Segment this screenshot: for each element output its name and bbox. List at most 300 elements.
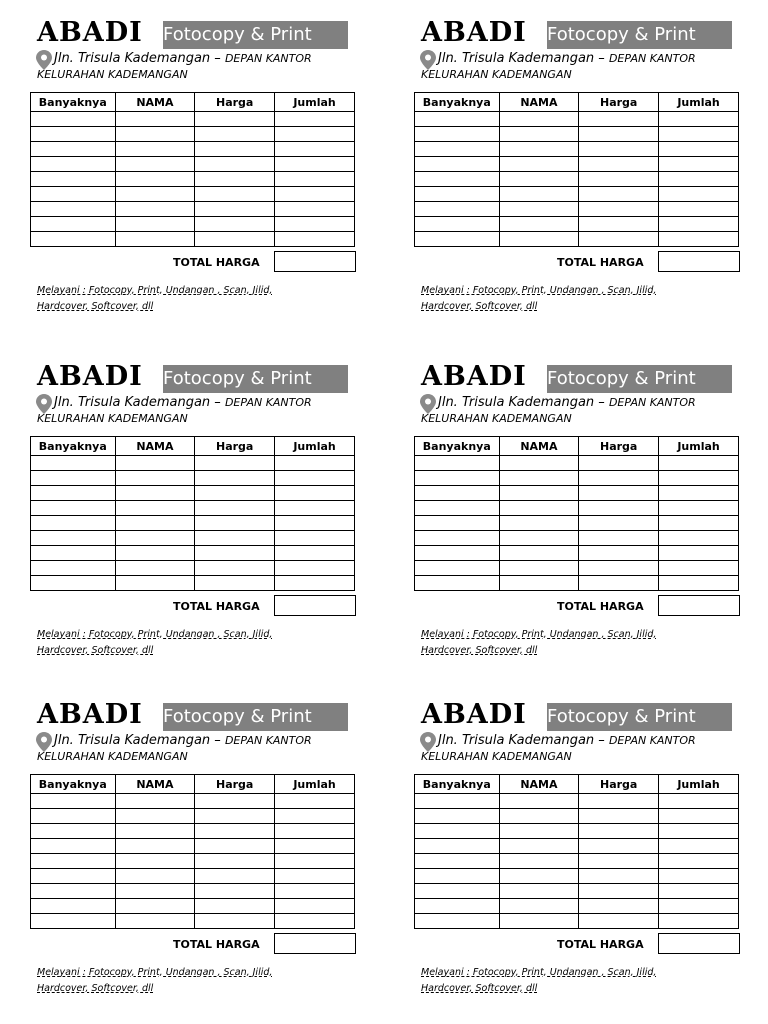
- table-cell[interactable]: [195, 486, 275, 501]
- table-cell[interactable]: [499, 561, 579, 576]
- table-cell[interactable]: [195, 839, 275, 854]
- services-line-1: Melayani : Fotocopy, Print, Undangan , Scan, Jilid,: [37, 967, 273, 978]
- table-row: [415, 501, 739, 516]
- table-row: [31, 794, 355, 809]
- header: [30, 362, 360, 392]
- table-cell[interactable]: [579, 884, 659, 899]
- table-cell[interactable]: [115, 576, 195, 591]
- table-cell[interactable]: [275, 809, 355, 824]
- table-cell[interactable]: [659, 232, 739, 247]
- table-cell[interactable]: [579, 172, 659, 187]
- table-cell[interactable]: [195, 794, 275, 809]
- services-line-2: Hardcover, Softcover, dll: [37, 301, 154, 312]
- table-cell[interactable]: [659, 142, 739, 157]
- table-cell[interactable]: [579, 809, 659, 824]
- table-row: [415, 217, 739, 232]
- table-cell[interactable]: [499, 232, 579, 247]
- total-amount-field[interactable]: [274, 595, 356, 616]
- table-cell[interactable]: [31, 232, 116, 247]
- table-cell[interactable]: [499, 531, 579, 546]
- brand-tagline: Fotocopy & Print: [163, 365, 348, 393]
- table-row: [415, 127, 739, 142]
- receipt-card: [30, 362, 360, 662]
- table-cell[interactable]: [415, 142, 500, 157]
- table-cell[interactable]: [275, 202, 355, 217]
- table-cell[interactable]: [275, 546, 355, 561]
- table-cell[interactable]: [275, 172, 355, 187]
- table-cell[interactable]: [115, 232, 195, 247]
- table-cell[interactable]: [415, 809, 500, 824]
- table-cell[interactable]: [499, 202, 579, 217]
- table-cell[interactable]: [499, 869, 579, 884]
- table-cell[interactable]: [499, 576, 579, 591]
- table-cell[interactable]: [415, 486, 500, 501]
- table-row: [415, 157, 739, 172]
- table-cell[interactable]: [415, 884, 500, 899]
- table-cell[interactable]: [415, 839, 500, 854]
- table-cell[interactable]: [275, 884, 355, 899]
- table-cell[interactable]: [275, 869, 355, 884]
- table-cell[interactable]: [579, 112, 659, 127]
- address-line-1: [438, 51, 696, 66]
- table-cell[interactable]: [415, 899, 500, 914]
- table-cell[interactable]: [659, 854, 739, 869]
- table-cell[interactable]: [415, 112, 500, 127]
- table-cell[interactable]: [659, 809, 739, 824]
- address-line-2: KELURAHAN KADEMANGAN: [37, 68, 188, 81]
- table-cell[interactable]: [195, 127, 275, 142]
- table-cell[interactable]: [659, 531, 739, 546]
- table-cell[interactable]: [499, 501, 579, 516]
- services-line-2: Hardcover, Softcover, dll: [421, 645, 538, 656]
- table-cell[interactable]: [415, 232, 500, 247]
- table-cell[interactable]: [115, 839, 195, 854]
- table-cell[interactable]: [195, 854, 275, 869]
- table-cell[interactable]: [275, 561, 355, 576]
- table-cell[interactable]: [195, 217, 275, 232]
- header-amount: Jumlah: [659, 437, 739, 456]
- table-cell[interactable]: [31, 854, 116, 869]
- table-cell[interactable]: [195, 516, 275, 531]
- table-cell[interactable]: [579, 531, 659, 546]
- table-cell[interactable]: [415, 914, 500, 929]
- table-cell[interactable]: [579, 839, 659, 854]
- table-row: [415, 839, 739, 854]
- table-row: [415, 531, 739, 546]
- table-cell[interactable]: [195, 914, 275, 929]
- table-cell[interactable]: [499, 157, 579, 172]
- table-row: [415, 561, 739, 576]
- table-cell[interactable]: [275, 824, 355, 839]
- table-cell[interactable]: [31, 561, 116, 576]
- table-cell[interactable]: [115, 157, 195, 172]
- table-cell[interactable]: [579, 202, 659, 217]
- table-cell[interactable]: [115, 187, 195, 202]
- table-cell[interactable]: [499, 516, 579, 531]
- table-cell[interactable]: [31, 899, 116, 914]
- table-cell[interactable]: [415, 561, 500, 576]
- table-cell[interactable]: [195, 112, 275, 127]
- table-cell[interactable]: [499, 217, 579, 232]
- table-cell[interactable]: [579, 561, 659, 576]
- receipt-card: [414, 362, 744, 662]
- table-cell[interactable]: [275, 187, 355, 202]
- table-cell[interactable]: [275, 854, 355, 869]
- table-cell[interactable]: [115, 501, 195, 516]
- table-cell[interactable]: [195, 561, 275, 576]
- table-cell[interactable]: [115, 486, 195, 501]
- table-cell[interactable]: [579, 546, 659, 561]
- header: [30, 700, 360, 730]
- table-cell[interactable]: [499, 471, 579, 486]
- table-cell[interactable]: [415, 854, 500, 869]
- table-cell[interactable]: [659, 914, 739, 929]
- total-amount-field[interactable]: [658, 933, 740, 954]
- address-street: Jln. Trisula Kademangan: [438, 395, 595, 410]
- table-row: [31, 232, 355, 247]
- header-price: Harga: [195, 93, 275, 112]
- header-price: Harga: [579, 93, 659, 112]
- table-cell[interactable]: [579, 187, 659, 202]
- table-cell[interactable]: [31, 501, 116, 516]
- table-cell[interactable]: [31, 202, 116, 217]
- table-cell[interactable]: [31, 794, 116, 809]
- table-cell[interactable]: [415, 157, 500, 172]
- table-cell[interactable]: [115, 172, 195, 187]
- table-cell[interactable]: [31, 157, 116, 172]
- table-cell[interactable]: [415, 501, 500, 516]
- table-cell[interactable]: [499, 112, 579, 127]
- brand-name: ABADI: [37, 361, 143, 392]
- table-cell[interactable]: [499, 794, 579, 809]
- table-cell[interactable]: [275, 516, 355, 531]
- table-cell[interactable]: [31, 531, 116, 546]
- table-cell[interactable]: [275, 456, 355, 471]
- table-cell[interactable]: [415, 576, 500, 591]
- header-quantity: Banyaknya: [31, 93, 116, 112]
- table-cell[interactable]: [195, 809, 275, 824]
- table-cell[interactable]: [499, 142, 579, 157]
- table-row: [415, 486, 739, 501]
- table-cell[interactable]: [499, 486, 579, 501]
- table-cell[interactable]: [579, 794, 659, 809]
- table-row: [415, 516, 739, 531]
- table-cell[interactable]: [115, 471, 195, 486]
- table-cell[interactable]: [115, 884, 195, 899]
- services-line-1: Melayani : Fotocopy, Print, Undangan , Scan, Jilid,: [37, 629, 273, 640]
- table-cell[interactable]: [579, 142, 659, 157]
- table-cell[interactable]: [499, 127, 579, 142]
- table-cell[interactable]: [31, 809, 116, 824]
- table-cell[interactable]: [31, 824, 116, 839]
- table-cell[interactable]: [659, 576, 739, 591]
- table-cell[interactable]: [659, 899, 739, 914]
- table-cell[interactable]: [499, 839, 579, 854]
- total-amount-field[interactable]: [658, 251, 740, 272]
- total-amount-field[interactable]: [658, 595, 740, 616]
- table-cell[interactable]: [115, 516, 195, 531]
- table-cell[interactable]: [579, 914, 659, 929]
- address-separator: –: [594, 733, 609, 748]
- table-cell[interactable]: [659, 172, 739, 187]
- address-separator: –: [594, 51, 609, 66]
- table-cell[interactable]: [115, 142, 195, 157]
- header-price: Harga: [195, 437, 275, 456]
- table-row: [415, 884, 739, 899]
- table-cell[interactable]: [115, 809, 195, 824]
- table-cell[interactable]: [499, 546, 579, 561]
- table-cell[interactable]: [31, 471, 116, 486]
- table-cell[interactable]: [275, 531, 355, 546]
- address-street: Jln. Trisula Kademangan: [54, 395, 211, 410]
- table-cell[interactable]: [659, 486, 739, 501]
- table-cell[interactable]: [195, 824, 275, 839]
- brand-tagline: Fotocopy & Print: [547, 703, 732, 731]
- total-label: TOTAL HARGA: [557, 938, 644, 951]
- table-row: [31, 471, 355, 486]
- table-cell[interactable]: [115, 127, 195, 142]
- table-cell[interactable]: [275, 486, 355, 501]
- table-cell[interactable]: [579, 471, 659, 486]
- table-cell[interactable]: [195, 232, 275, 247]
- table-cell[interactable]: [275, 142, 355, 157]
- header-name: NAMA: [499, 93, 579, 112]
- table-cell[interactable]: [195, 157, 275, 172]
- table-cell[interactable]: [415, 202, 500, 217]
- address-line-1: [54, 395, 312, 410]
- table-cell[interactable]: [659, 471, 739, 486]
- table-cell[interactable]: [115, 202, 195, 217]
- table-cell[interactable]: [579, 157, 659, 172]
- services-line-2: Hardcover, Softcover, dll: [37, 645, 154, 656]
- table-cell[interactable]: [659, 456, 739, 471]
- table-row: [415, 899, 739, 914]
- brand-tagline: Fotocopy & Print: [547, 365, 732, 393]
- table-cell[interactable]: [659, 561, 739, 576]
- table-row: [31, 187, 355, 202]
- receipt-card: [414, 18, 744, 318]
- table-row: [31, 809, 355, 824]
- table-cell[interactable]: [415, 546, 500, 561]
- table-cell[interactable]: [115, 217, 195, 232]
- table-cell[interactable]: [31, 127, 116, 142]
- services-line-2: Hardcover, Softcover, dll: [421, 301, 538, 312]
- table-cell[interactable]: [115, 824, 195, 839]
- table-cell[interactable]: [579, 217, 659, 232]
- table-cell[interactable]: [659, 157, 739, 172]
- table-cell[interactable]: [499, 899, 579, 914]
- table-cell[interactable]: [31, 869, 116, 884]
- table-cell[interactable]: [579, 127, 659, 142]
- table-row: [415, 172, 739, 187]
- table-row: [31, 546, 355, 561]
- table-cell[interactable]: [415, 516, 500, 531]
- table-cell[interactable]: [415, 471, 500, 486]
- table-cell[interactable]: [275, 157, 355, 172]
- table-cell[interactable]: [659, 112, 739, 127]
- table-cell[interactable]: [115, 561, 195, 576]
- table-cell[interactable]: [195, 456, 275, 471]
- table-header-row: [31, 93, 355, 112]
- table-cell[interactable]: [31, 914, 116, 929]
- table-cell[interactable]: [195, 899, 275, 914]
- table-cell[interactable]: [115, 899, 195, 914]
- table-cell[interactable]: [31, 456, 116, 471]
- table-cell[interactable]: [195, 546, 275, 561]
- table-cell[interactable]: [31, 217, 116, 232]
- table-cell[interactable]: [31, 486, 116, 501]
- table-cell[interactable]: [499, 854, 579, 869]
- table-cell[interactable]: [659, 127, 739, 142]
- table-cell[interactable]: [115, 854, 195, 869]
- table-cell[interactable]: [115, 531, 195, 546]
- table-row: [31, 142, 355, 157]
- table-row: [31, 531, 355, 546]
- table-cell[interactable]: [115, 914, 195, 929]
- table-cell[interactable]: [415, 127, 500, 142]
- table-cell[interactable]: [659, 187, 739, 202]
- table-cell[interactable]: [275, 127, 355, 142]
- table-cell[interactable]: [195, 884, 275, 899]
- table-cell[interactable]: [415, 456, 500, 471]
- table-cell[interactable]: [275, 471, 355, 486]
- table-cell[interactable]: [579, 232, 659, 247]
- table-row: [31, 561, 355, 576]
- address-landmark: DEPAN KANTOR: [224, 52, 312, 65]
- table-cell[interactable]: [31, 884, 116, 899]
- header-quantity: Banyaknya: [31, 775, 116, 794]
- table-row: [31, 884, 355, 899]
- header-quantity: Banyaknya: [415, 437, 500, 456]
- table-cell[interactable]: [275, 576, 355, 591]
- table-cell[interactable]: [579, 456, 659, 471]
- table-cell[interactable]: [195, 531, 275, 546]
- total-amount-field[interactable]: [274, 933, 356, 954]
- table-cell[interactable]: [659, 884, 739, 899]
- table-cell[interactable]: [275, 217, 355, 232]
- table-cell[interactable]: [275, 794, 355, 809]
- brand-name: ABADI: [37, 699, 143, 730]
- table-row: [415, 869, 739, 884]
- header-quantity: Banyaknya: [415, 775, 500, 794]
- table-row: [415, 794, 739, 809]
- table-cell[interactable]: [275, 899, 355, 914]
- table-cell[interactable]: [195, 501, 275, 516]
- table-cell[interactable]: [195, 202, 275, 217]
- table-cell[interactable]: [499, 809, 579, 824]
- table-cell[interactable]: [275, 914, 355, 929]
- table-cell[interactable]: [195, 471, 275, 486]
- total-amount-field[interactable]: [274, 251, 356, 272]
- table-cell[interactable]: [415, 187, 500, 202]
- table-cell[interactable]: [115, 456, 195, 471]
- table-cell[interactable]: [659, 516, 739, 531]
- services-note: [37, 283, 337, 315]
- table-cell[interactable]: [31, 142, 116, 157]
- services-note: [421, 965, 721, 997]
- table-row: [31, 854, 355, 869]
- items-table: [414, 436, 739, 591]
- table-cell[interactable]: [659, 501, 739, 516]
- table-cell[interactable]: [195, 869, 275, 884]
- services-line-2: Hardcover, Softcover, dll: [37, 983, 154, 994]
- table-row: [31, 516, 355, 531]
- table-cell[interactable]: [31, 839, 116, 854]
- table-cell[interactable]: [659, 202, 739, 217]
- table-cell[interactable]: [31, 546, 116, 561]
- table-cell[interactable]: [659, 869, 739, 884]
- table-cell[interactable]: [275, 501, 355, 516]
- brand-tagline: Fotocopy & Print: [547, 21, 732, 49]
- table-row: [31, 202, 355, 217]
- header: [414, 700, 744, 730]
- table-cell[interactable]: [659, 794, 739, 809]
- table-cell[interactable]: [115, 869, 195, 884]
- table-cell[interactable]: [499, 824, 579, 839]
- table-row: [415, 142, 739, 157]
- table-row: [415, 471, 739, 486]
- table-cell[interactable]: [499, 172, 579, 187]
- address-line-2: KELURAHAN KADEMANGAN: [37, 750, 188, 763]
- table-cell[interactable]: [195, 187, 275, 202]
- table-cell[interactable]: [579, 824, 659, 839]
- table-row: [31, 112, 355, 127]
- table-cell[interactable]: [31, 172, 116, 187]
- table-cell[interactable]: [579, 899, 659, 914]
- table-cell[interactable]: [275, 839, 355, 854]
- table-cell[interactable]: [195, 576, 275, 591]
- table-cell[interactable]: [415, 531, 500, 546]
- table-cell[interactable]: [579, 486, 659, 501]
- table-cell[interactable]: [31, 187, 116, 202]
- table-cell[interactable]: [579, 576, 659, 591]
- table-cell[interactable]: [499, 456, 579, 471]
- table-cell[interactable]: [499, 914, 579, 929]
- table-row: [415, 232, 739, 247]
- table-cell[interactable]: [115, 112, 195, 127]
- items-table: [30, 774, 355, 929]
- table-cell[interactable]: [31, 516, 116, 531]
- table-cell[interactable]: [415, 794, 500, 809]
- table-cell[interactable]: [415, 869, 500, 884]
- table-cell[interactable]: [115, 794, 195, 809]
- table-cell[interactable]: [195, 142, 275, 157]
- table-cell[interactable]: [415, 824, 500, 839]
- table-cell[interactable]: [579, 869, 659, 884]
- table-cell[interactable]: [659, 824, 739, 839]
- table-cell[interactable]: [195, 172, 275, 187]
- table-row: [31, 157, 355, 172]
- table-cell[interactable]: [415, 217, 500, 232]
- table-cell[interactable]: [499, 187, 579, 202]
- table-cell[interactable]: [415, 172, 500, 187]
- table-header-row: [415, 437, 739, 456]
- table-cell[interactable]: [659, 217, 739, 232]
- table-cell[interactable]: [275, 232, 355, 247]
- table-cell[interactable]: [499, 884, 579, 899]
- table-cell[interactable]: [659, 839, 739, 854]
- location-pin-icon: [420, 394, 436, 414]
- table-cell[interactable]: [31, 576, 116, 591]
- table-cell[interactable]: [659, 546, 739, 561]
- table-cell[interactable]: [31, 112, 116, 127]
- table-cell[interactable]: [579, 516, 659, 531]
- table-cell[interactable]: [115, 546, 195, 561]
- table-cell[interactable]: [579, 501, 659, 516]
- table-cell[interactable]: [275, 112, 355, 127]
- items-table: [414, 774, 739, 929]
- table-cell[interactable]: [579, 854, 659, 869]
